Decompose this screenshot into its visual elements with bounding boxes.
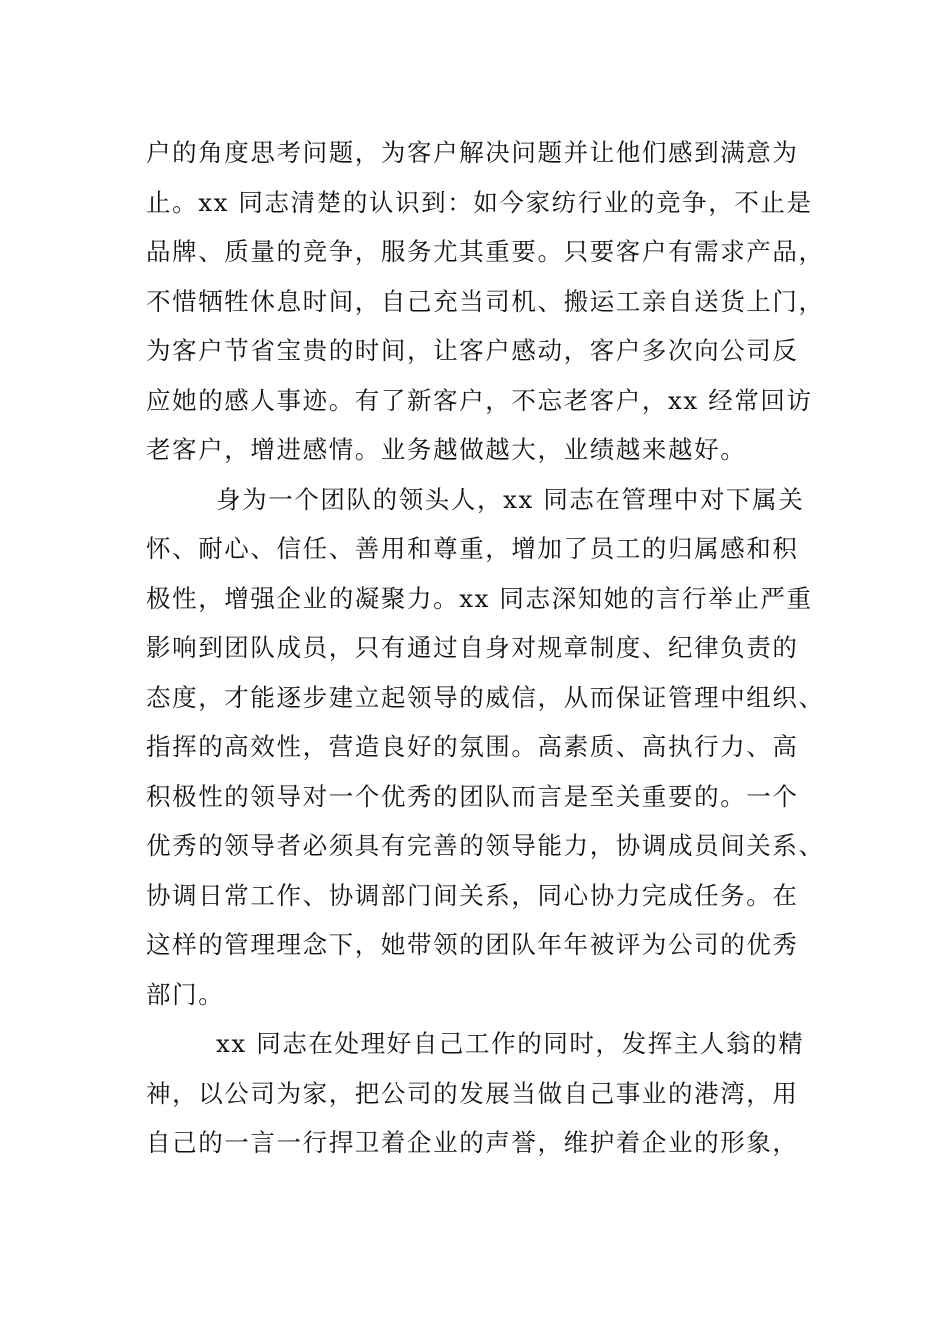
text-line: 怀、耐心、信任、善用和尊重，增加了员工的归属感和积 (146, 534, 799, 563)
text-line: 指挥的高效性，营造良好的氛围。高素质、高执行力、高 (146, 732, 799, 761)
text-line: xx 同志在处理好自己工作的同时，发挥主人翁的精 (216, 1029, 805, 1058)
paragraph-2 (146, 475, 825, 1020)
text-line: 态度，才能逐步建立起领导的威信，从而保证管理中组织、 (146, 682, 825, 712)
text-line: 优秀的领导者必须具有完善的领导能力，协调成员间关系、 (146, 831, 825, 860)
text-line: 积极性的领导对一个优秀的团队而言是至关重要的。一个 (146, 781, 799, 811)
text-line: 户的角度思考问题，为客户解决问题并让他们感到满意为 (146, 138, 799, 167)
text-line: 止。xx 同志清楚的认识到：如今家纺行业的竞争，不止是 (146, 187, 813, 217)
text-line: 神，以公司为家，把公司的发展当做自己事业的港湾，用 (146, 1078, 799, 1108)
text-line: 老客户，增进感情。业务越做越大，业绩越来越好。 (146, 435, 747, 464)
body-text (146, 128, 825, 1168)
paragraph-1 (146, 128, 825, 475)
text-line: 身为一个团队的领头人，xx 同志在管理中对下属关 (216, 484, 805, 514)
text-line: 为客户节省宝贵的时间，让客户感动，客户多次向公司反 (146, 336, 799, 365)
paragraph-3 (146, 1019, 806, 1168)
text-line: 极性，增强企业的凝聚力。xx 同志深知她的言行举止严重 (146, 583, 813, 613)
text-line: 品牌、质量的竞争，服务尤其重要。只要客户有需求产品， (146, 237, 825, 266)
text-line: 影响到团队成员，只有通过自身对规章制度、纪律负责的 (146, 633, 799, 662)
text-line: 应她的感人事迹。有了新客户，不忘老客户，xx 经常回访 (146, 385, 813, 415)
text-line: 部门。 (146, 979, 225, 1009)
text-line: 自己的一言一行捍卫着企业的声誉，维护着企业的形象， (146, 1128, 799, 1157)
text-line: 协调日常工作、协调部门间关系，同心协力完成任务。在 (146, 880, 799, 910)
text-line: 不惜牺牲休息时间，自己充当司机、搬运工亲自送货上门， (146, 286, 825, 316)
text-line: 这样的管理理念下，她带领的团队年年被评为公司的优秀 (146, 930, 799, 959)
